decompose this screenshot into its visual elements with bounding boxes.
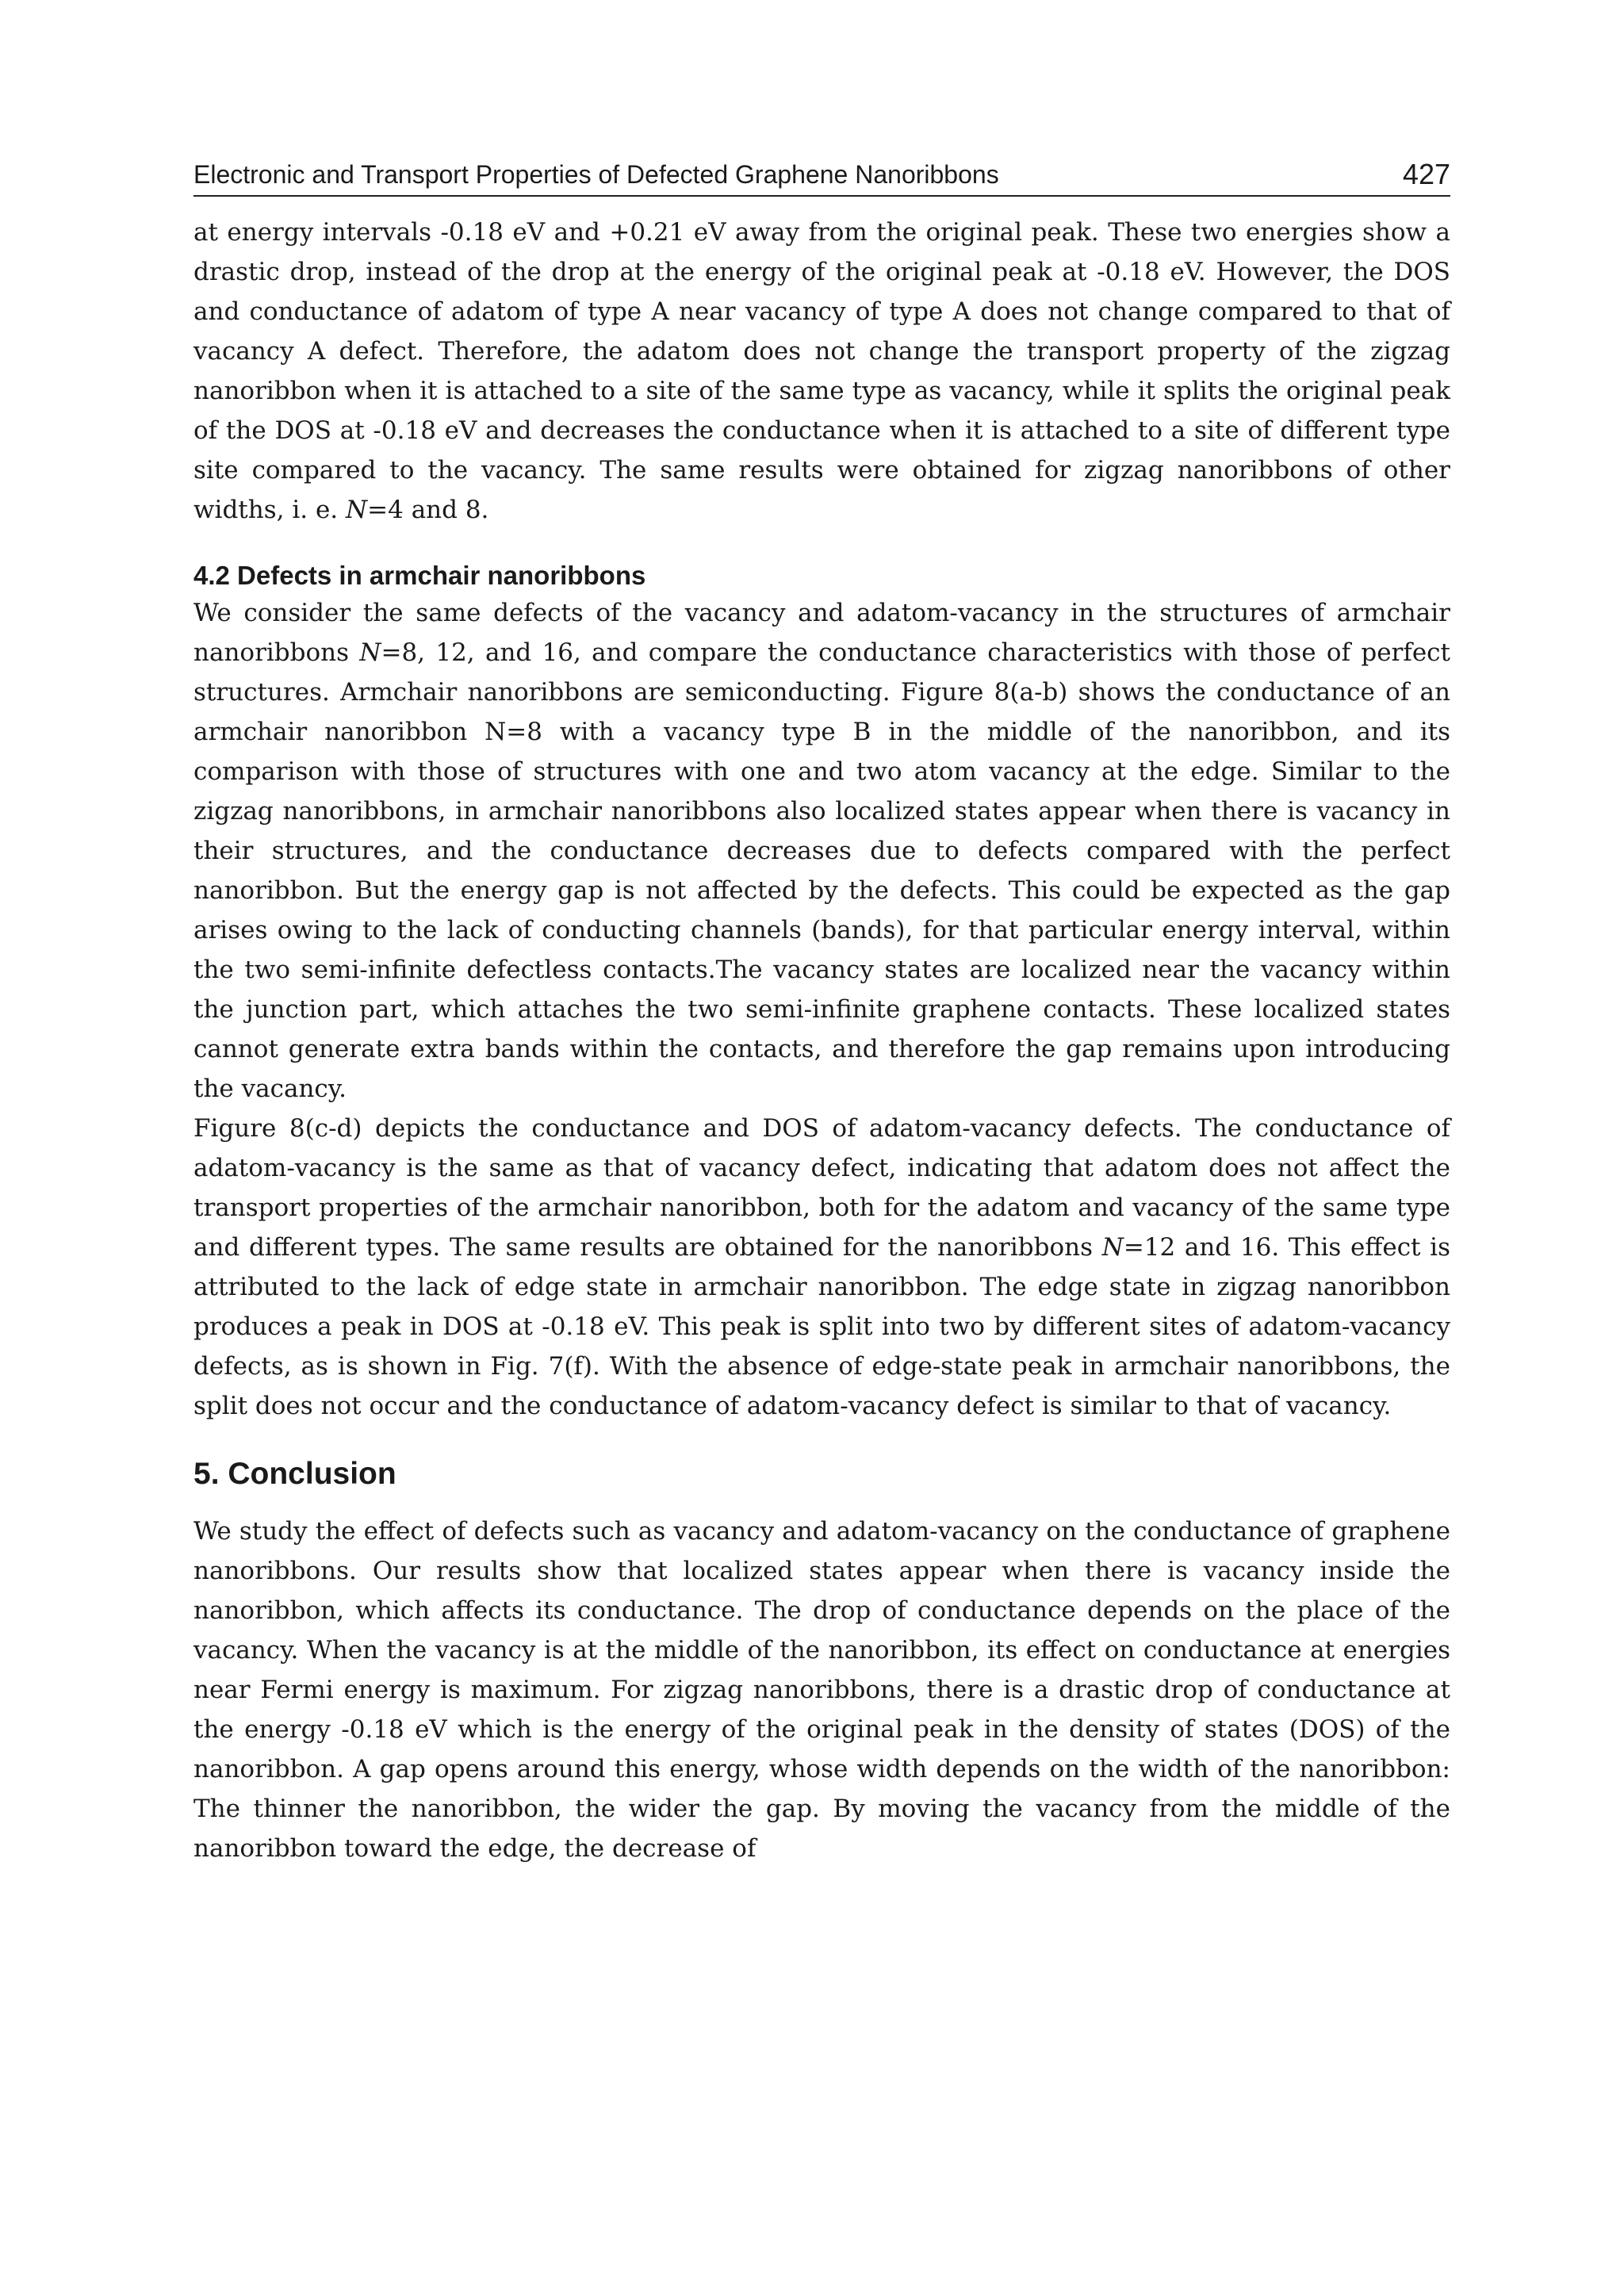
running-header (193, 159, 1450, 197)
paragraph-zigzag-continued (193, 213, 1450, 530)
page (193, 159, 1450, 1868)
paragraph-armchair-vacancy (193, 593, 1450, 1109)
paragraph-text: =12 and 16. This effect is attributed to the lack of edge state in armchair nanoribbon. The edge state in zigzag nanoribbon produces a peak in DOS at -0.18 eV. This peak is split into two by different sites of adatom-vacancy defects, as is shown in Fig. 7(f). With the absence of edge-state peak in armchair nanoribbons, the split does not occur and the conductance of adatom-vacancy defect is similar to that of vacancy. (193, 1233, 1451, 1420)
paragraph-text: Figure 8(c-d) depicts the conductance and DOS of adatom-vacancy defects. The conductance of adatom-vacancy is the same as that of vacancy defect, indicating that adatom does not affect the transport properties of the armchair nanoribbon, both for the adatom and vacancy of the same type and different types. The same results are obtained for the nanoribbons (193, 1114, 1450, 1262)
paragraph-conclusion: We study the effect of defects such as vacancy and adatom-vacancy on the conductance of graphene nanoribbons. Our results show that localized states appear when there is vacancy inside the nanoribbon, which affects its conductance. The drop of conductance depends on the place of the vacancy. When the vacancy is at the middle of the nanoribbon, its effect on conductance at energies near Fermi energy is maximum. For zigzag nanoribbons, there is a drastic drop of conductance at the energy -0.18 eV which is the energy of the original peak in the density of states (DOS) of the nanoribbon. A gap opens around this energy, whose width depends on the width of the nanoribbon: The thinner the nanoribbon, the wider the gap. By moving the vacancy from the middle of the nanoribbon toward the edge, the decrease of (193, 1517, 1450, 1863)
paragraph-armchair-adatom (193, 1109, 1450, 1426)
section-heading-conclusion: 5. Conclusion (193, 1457, 396, 1491)
paragraph-text: at energy intervals -0.18 eV and +0.21 eV away from the original peak. These two energies show a drastic drop, instead of the drop at the energy of the original peak at -0.18 eV. However, the DOS and conductance of adatom of type A near vacancy of type A does not change compared to that of vacancy A defect. Therefore, the adatom does not change the transport property of the zigzag nanoribbon when it is attached to a site of the same type as vacancy, while it splits the original peak of the DOS at -0.18 eV and decreases the conductance when it is attached to a site of different type site compared to the vacancy. The same results were obtained for zigzag nanoribbons of other widths, i. e. (193, 218, 1450, 524)
running-title: Electronic and Transport Properties of Defected Graphene Nanoribbons (193, 160, 999, 189)
italic-symbol: N (346, 496, 368, 524)
paragraph-text: =4 and 8. (367, 496, 489, 524)
paragraph-text: We consider the same defects of the vacancy and adatom-vacancy in the structures of armchair nanoribbons (193, 599, 1450, 667)
subsection-heading-armchair: 4.2 Defects in armchair nanoribbons (193, 561, 646, 590)
italic-symbol: N (359, 638, 381, 667)
italic-symbol: N (1101, 1233, 1124, 1262)
page-number: 427 (1402, 158, 1450, 190)
paragraph-text: =8, 12, and 16, and compare the conductance characteristics with those of perfect structures. Armchair nanoribbons are semiconducting. Figure 8(a-b) shows the conductance of an armchair nanoribbon N=8 with a vacancy type B in the middle of the nanoribbon, and its comparison with those of structures with one and two atom vacancy at the edge. Similar to the zigzag nanoribbons, in armchair nanoribbons also localized states appear when there is vacancy in their structures, and the conductance decreases due to defects compared with the perfect nanoribbon. But the energy gap is not affected by the defects. This could be expected as the gap arises owing to the lack of conducting channels (bands), for that particular energy interval, within the two semi-infinite defectless contacts.The vacancy states are localized near the vacancy within the junction part, which attaches the two semi-infinite graphene contacts. These localized states cannot generate extra bands within the contacts, and therefore the gap remains upon introducing the vacancy. (193, 638, 1451, 1103)
